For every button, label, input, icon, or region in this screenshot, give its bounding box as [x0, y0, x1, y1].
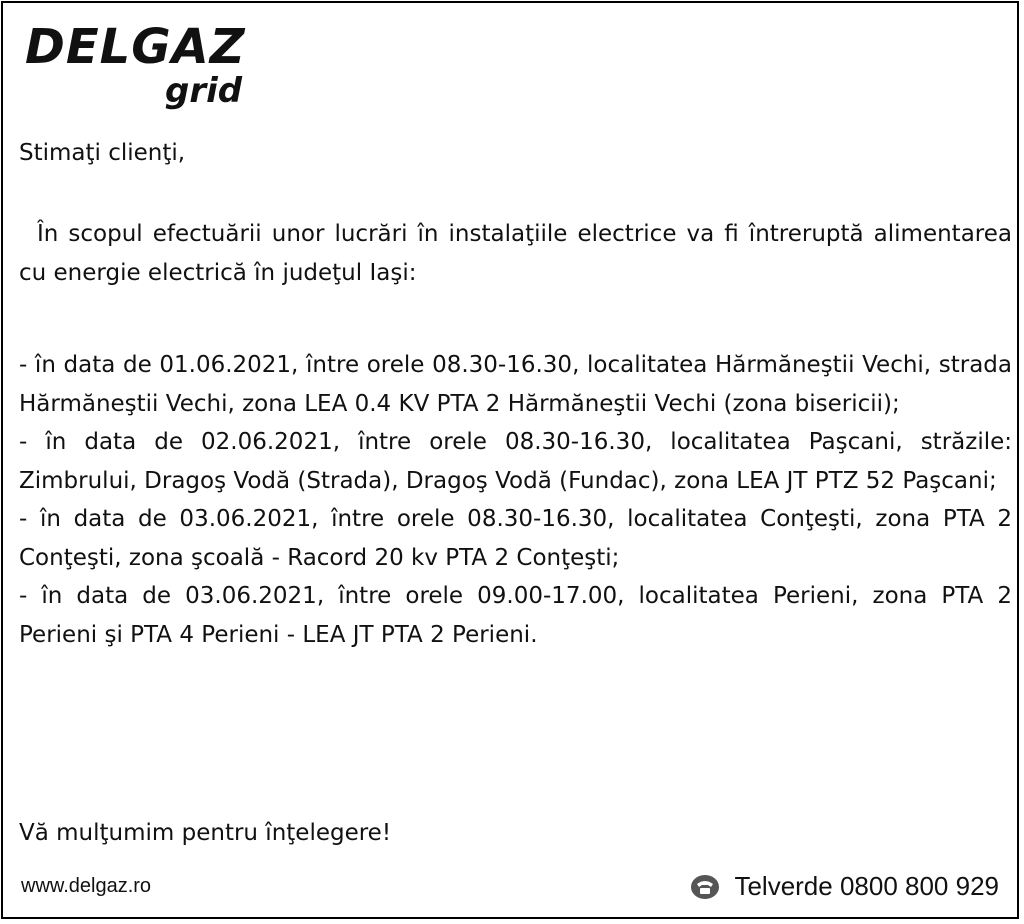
greeting: Stimaţi clienţi,	[19, 140, 186, 166]
closing-text: Vă mulţumim pentru înţelegere!	[19, 820, 392, 846]
website-link[interactable]: www.delgaz.ro	[21, 875, 152, 897]
notice-frame	[1, 1, 1019, 919]
phone-contact	[690, 871, 999, 902]
logo-subtitle: grid	[165, 71, 243, 111]
intro-paragraph: În scopul efectuării unor lucrări în instalaţiile electrice va fi întreruptă alimentarea cu energie electrică în judeţul Iaşi:	[19, 221, 1012, 286]
outage-list	[19, 346, 1012, 654]
delgaz-grid-logo	[25, 21, 265, 113]
logo-wordmark: DELGAZ	[25, 19, 246, 75]
list-item: - în data de 03.06.2021, între orele 09.00-17.00, localitatea Perieni, zona PTA 2 Perieni şi PTA 4 Perieni - LEA JT PTA 2 Perieni.	[19, 583, 1012, 648]
telephone-icon	[690, 874, 720, 900]
list-item: - în data de 02.06.2021, între orele 08.30-16.30, localitatea Paşcani, străzile: Zimbrului, Dragoş Vodă (Strada), Dragoş Vodă (Fundac), zona LEA JT PTZ 52 Paşcani;	[19, 429, 1012, 494]
list-item: - în data de 01.06.2021, între orele 08.30-16.30, localitatea Hărmăneştii Vechi, strada Hărmăneştii Vechi, zona LEA 0.4 KV PTA 2 Hărmăneştii Vechi (zona bisericii);	[19, 352, 1012, 417]
list-item: - în data de 03.06.2021, între orele 08.30-16.30, localitatea Conţeşti, zona PTA 2 Conţeşti, zona şcoală - Racord 20 kv PTA 2 Conţeşti;	[19, 506, 1012, 571]
phone-number[interactable]: Telverde 0800 800 929	[734, 871, 999, 901]
